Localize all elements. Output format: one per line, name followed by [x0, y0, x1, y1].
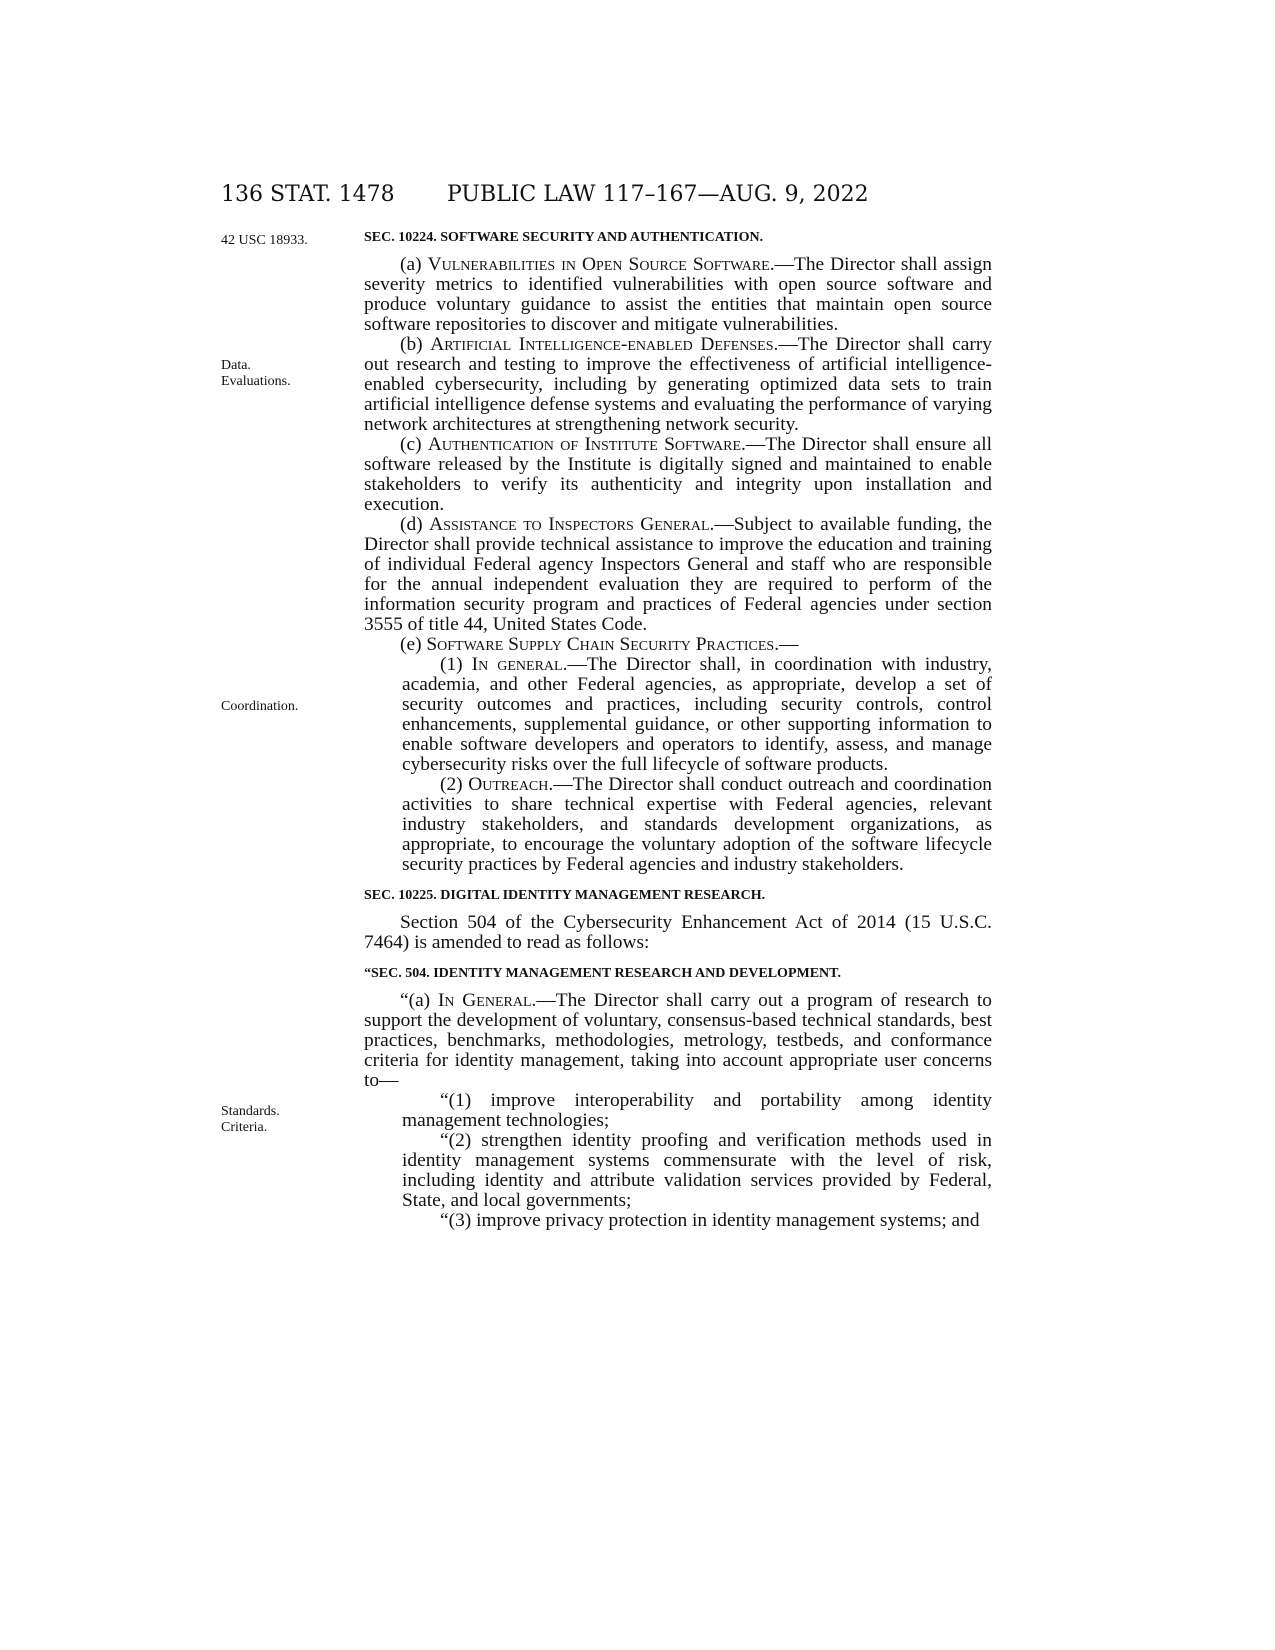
- subparagraphs-e: [402, 655, 992, 875]
- paragraph-a-vulnerabilities: (a) Vulnerabilities in Open Source Software.—The Director shall assign severity metrics to identified vulnerabilities with open source software and produce voluntary guidance to assist the entities that maintain open source software repositories to discover and mitigate vulnerabilities.: [364, 254, 992, 335]
- paragraph-e2-outreach: (2) Outreach.—The Director shall conduct outreach and coordination activities to share technical expertise with Federal agencies, relevant industry stakeholders, and standards development organizations, as appropriate, to encourage the voluntary adoption of the software lifecycle security practices by Federal agencies and industry stakeholders.: [402, 774, 992, 875]
- margin-note-coordination: Coordination.: [221, 699, 299, 714]
- margin-note-data-evaluations: Data. Evaluations.: [221, 358, 291, 389]
- margin-note-usc: 42 USC 18933.: [221, 233, 308, 248]
- margin-note-standards-criteria: Standards. Criteria.: [221, 1104, 280, 1135]
- section-504-clauses: [402, 1091, 992, 1231]
- paragraph-c-authentication: (c) Authentication of Institute Software.—The Director shall ensure all software released by the Institute is digitally signed and maintained to enable stakeholders to verify its authenticity and integrity upon installation and execution.: [364, 434, 993, 515]
- section-504-heading: “SEC. 504. IDENTITY MANAGEMENT RESEARCH AND DEVELOPMENT.: [364, 966, 841, 981]
- section-10225-intro: Section 504 of the Cybersecurity Enhancement Act of 2014 (15 U.S.C. 7464) is amended to read as follows:: [364, 912, 992, 953]
- clause-1: “(1) improve interoperability and portability among identity management technologies;: [402, 1090, 992, 1131]
- public-law-title: PUBLIC LAW 117–167—AUG. 9, 2022: [447, 182, 869, 207]
- clause-2: “(2) strengthen identity proofing and verification methods used in identity management systems commensurate with the level of risk, including identity and attribute validation services provided by Federal, State, and local governments;: [402, 1130, 992, 1211]
- paragraph-e-supply-chain: (e) Software Supply Chain Security Practices.—: [400, 634, 799, 655]
- section-10224-heading: SEC. 10224. SOFTWARE SECURITY AND AUTHENTICATION.: [364, 230, 764, 245]
- stat-reference: 136 STAT. 1478: [221, 182, 395, 207]
- paragraph-e1-in-general: (1) In general.—The Director shall, in coordination with industry, academia, and other Federal agencies, as appropriate, develop a set of security outcomes and practices, including security controls, control enhancements, supplemental guidance, or other supporting information to enable software developers and operators to identify, assess, and manage cybersecurity risks over the full lifecycle of software products.: [402, 654, 992, 775]
- paragraph-d-inspectors-general: (d) Assistance to Inspectors General.—Subject to available funding, the Director shall provide technical assistance to improve the education and training of individual Federal agency Inspectors General and staff who are responsible for the annual independent evaluation they are required to perform of the information security program and practices of Federal agencies under section 3555 of title 44, United States Code.: [364, 514, 992, 635]
- section-504-paragraph-a: “(a) In General.—The Director shall carry out a program of research to support the development of voluntary, consensus-based technical standards, best practices, benchmarks, methodologies, metrology, testbeds, and conformance criteria for identity management, taking into account appropriate user concerns to—: [364, 990, 993, 1091]
- section-10225-heading: SEC. 10225. DIGITAL IDENTITY MANAGEMENT RESEARCH.: [364, 888, 766, 903]
- clause-3: “(3) improve privacy protection in identity management systems; and: [440, 1210, 980, 1231]
- paragraph-b-ai-defenses: (b) Artificial Intelligence-enabled Defenses.—The Director shall carry out research and testing to improve the effectiveness of artificial intelligence-enabled cybersecurity, including by generating optimized data sets to train artificial intelligence defense systems and evaluating the performance of varying network architectures at strengthening network security.: [364, 334, 992, 435]
- main-text: [364, 229, 992, 1231]
